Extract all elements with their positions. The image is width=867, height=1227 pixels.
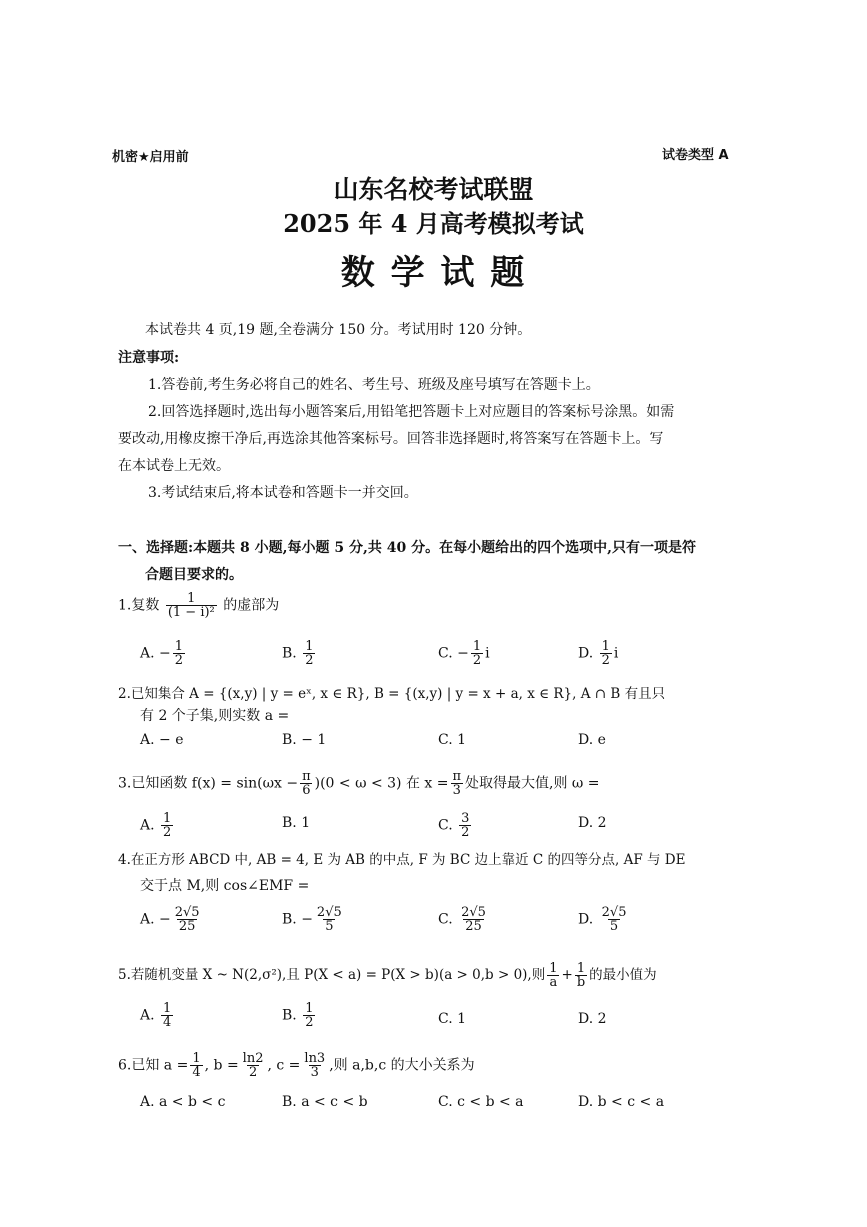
- q1-option-a: A. − $\frac{1}{2}$: [140, 639, 184, 668]
- q2-option-d: D. e: [578, 732, 606, 748]
- subject-title: 数 学 试 题: [340, 253, 527, 293]
- q4-option-b: B. − $\frac{2√5}{5}$: [282, 905, 342, 934]
- org-title: 山东名校考试联盟: [333, 175, 534, 204]
- q5-option-b: B. $\frac{1}{2}$: [282, 1001, 314, 1030]
- q5-option-c: C. 1: [438, 1011, 467, 1027]
- q2-option-b: B. − 1: [282, 732, 327, 748]
- q3-option-c: C. $\frac{3}{2}$: [438, 811, 470, 840]
- q6-option-c: C. c < b < a: [438, 1094, 524, 1110]
- q3-option-b: B. 1: [282, 815, 311, 831]
- notice-2-end: 在本试卷上无效。: [118, 458, 230, 474]
- question-2-cont: 有 2 个子集,则实数 a =: [140, 708, 290, 724]
- notice-3: 3.考试结束后,将本试卷和答题卡一并交回。: [148, 485, 418, 501]
- notice-2-cont: 要改动,用橡皮擦干净后,再选涂其他答案标号。回答非选择题时,将答案写在答题卡上。写: [118, 431, 664, 447]
- q3-option-a: A. $\frac{1}{2}$: [140, 811, 172, 840]
- exam-title: 2025 年 4 月高考模拟考试: [283, 209, 584, 238]
- q4-option-d: D. $\frac{2√5}{5}$: [578, 905, 627, 934]
- q1-option-b: B. $\frac{1}{2}$: [282, 639, 314, 668]
- q1-option-d: D. $\frac{1}{2}$ i: [578, 639, 619, 668]
- question-6: 6.已知 a = $\frac{1}{4}$ , b = $\frac{\ln 2}{2}$ , c = $\frac{\ln 3}{3}$ ,则 a,b,c 的大小关系为: [118, 1051, 475, 1080]
- q5-option-d: D. 2: [578, 1011, 607, 1027]
- section-heading-cont: 合题目要求的。: [145, 567, 243, 583]
- q5-option-a: A. $\frac{1}{4}$: [140, 1001, 172, 1030]
- question-2: 2.已知集合 A = {(x,y) | y = eˣ, x ∈ R}, B = {(x,y) | y = x + a, x ∈ R}, A ∩ B 有且只: [118, 686, 666, 702]
- section-heading: 一、选择题:本题共 8 小题,每小题 5 分,共 40 分。在每小题给出的四个选项中,只有一项是符: [118, 540, 696, 556]
- q6-option-d: D. b < c < a: [578, 1094, 665, 1110]
- q6-option-b: B. a < c < b: [282, 1094, 368, 1110]
- q1-option-c: C. − $\frac{1}{2}$ i: [438, 639, 490, 668]
- q2-option-a: A. − e: [140, 732, 184, 748]
- notice-2: 2.回答选择题时,选出每小题答案后,用铅笔把答题卡上对应题目的答案标号涂黑。如需: [148, 404, 675, 420]
- q2-option-c: C. 1: [438, 732, 467, 748]
- paper-type-label: 试卷类型 A: [662, 148, 729, 163]
- question-5: 5.若随机变量 X ~ N(2,σ²),且 P(X < a) = P(X > b)(a > 0,b > 0),则 $\frac{1}{a}$ + $\frac{1}{b}$ 的最小值为: [118, 961, 657, 990]
- confidential-label: 机密★启用前: [112, 150, 189, 165]
- question-1: 1.复数 $\frac{1}{\text{(1 − i)²}}$ 的虚部为: [118, 591, 280, 620]
- intro-text: 本试卷共 4 页,19 题,全卷满分 150 分。考试用时 120 分钟。: [145, 322, 532, 338]
- q6-option-a: A. a < b < c: [140, 1094, 226, 1110]
- question-3: 3.已知函数 f(x) = sin(ωx − $\frac{\pi}{6}$ )(0 < ω < 3) 在 x = $\frac{\pi}{3}$ 处取得最大值,则 ω =: [118, 769, 600, 798]
- notice-1: 1.答卷前,考生务必将自己的姓名、考生号、班级及座号填写在答题卡上。: [148, 377, 600, 393]
- q4-option-c: C. $\frac{2√5}{25}$: [438, 905, 486, 934]
- q3-option-d: D. 2: [578, 815, 607, 831]
- question-4: 4.在正方形 ABCD 中, AB = 4, E 为 AB 的中点, F 为 BC 边上靠近 C 的四等分点, AF 与 DE: [118, 852, 686, 868]
- q4-option-a: A. − $\frac{2√5}{25}$: [140, 905, 200, 934]
- question-4-cont: 交于点 M,则 cos∠EMF =: [140, 878, 310, 894]
- notice-title: 注意事项:: [118, 350, 180, 366]
